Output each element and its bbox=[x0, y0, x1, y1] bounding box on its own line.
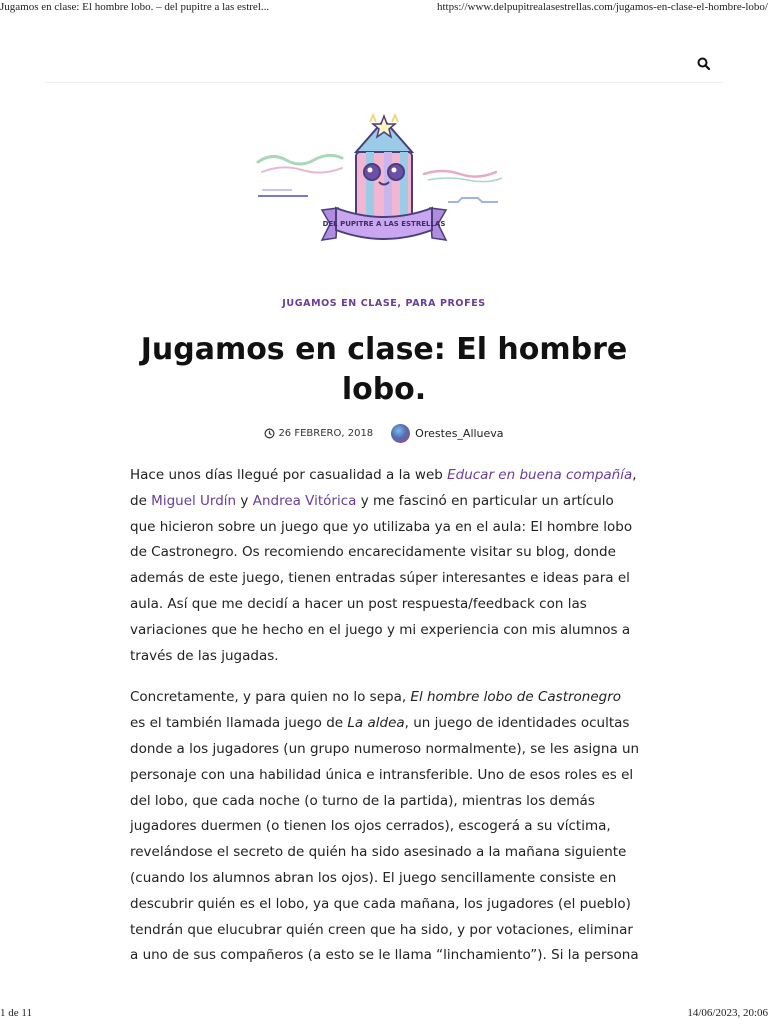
search-button[interactable] bbox=[695, 55, 713, 73]
link-educar-text: Educar en buena compañía bbox=[447, 467, 633, 483]
pencil-mascot-logo bbox=[252, 112, 516, 252]
link-educar-en-buena-compania[interactable] bbox=[447, 467, 632, 483]
p2-text-2: es el también llamada juego de bbox=[130, 715, 348, 732]
post-date-text: 26 FEBRERO, 2018 bbox=[278, 428, 374, 439]
p2-text-1: Concretamente, y para quien no lo sepa, bbox=[130, 689, 411, 706]
paragraph-1 bbox=[130, 463, 640, 669]
print-footer-datetime: 14/06/2023, 20:06 bbox=[687, 1007, 768, 1019]
print-header-title: Jugamos en clase: El hombre lobo. – del pupitre a las estrel... bbox=[0, 1, 270, 13]
p2-emphasis-2: La aldea bbox=[347, 715, 405, 732]
category-separator: , bbox=[397, 298, 406, 309]
avatar bbox=[391, 424, 410, 443]
print-footer-page: 1 de 11 bbox=[0, 1007, 32, 1019]
link-miguel-urdin[interactable]: Miguel Urdín bbox=[151, 492, 237, 509]
p1-text-1: Hace unos días llegué por casualidad a la web bbox=[130, 467, 448, 483]
p2-emphasis-1: El hombre lobo de Castronegro bbox=[410, 689, 622, 706]
clock-icon bbox=[264, 428, 275, 439]
p1-text-3: y bbox=[236, 492, 253, 509]
logo-ribbon-text: DEL PUPITRE A LAS ESTRELLAS bbox=[322, 220, 446, 228]
post-categories bbox=[0, 298, 768, 309]
post-author[interactable] bbox=[391, 424, 503, 443]
site-topbar bbox=[45, 50, 723, 83]
print-header bbox=[0, 0, 768, 18]
site-logo[interactable] bbox=[252, 112, 516, 252]
paragraph-2 bbox=[130, 685, 640, 969]
p1-text-4: y me fascinó en particular un artículo que hicieron sobre un juego que yo utilizaba ya en el aula: El hombre lobo de Castronegro. Os recomiendo encarecidamente visitar su blog, donde además de este juego, tienen entradas súper interesantes e ideas para el aula. Así que me decidí a hacer un post respuesta/feedback con las variaciones que he hecho en el juego y mi experiencia con mis alumnos a través de las jugadas. bbox=[130, 492, 633, 664]
category-link-jugamos-en-clase[interactable]: JUGAMOS EN CLASE bbox=[282, 298, 398, 309]
post-date bbox=[264, 428, 373, 439]
post-content bbox=[130, 463, 640, 985]
p2-text-3: , un juego de identidades ocultas donde a los jugadores (un grupo numeroso normalmente), se les asigna un personaje con una habilidad única e intransferible. Uno de esos roles es el del lobo, que cada noche (o turno de la partida), mientras los demás jugadores duermen (o tienen los ojos cerrados), escogerá a su víctima, revelándose el secreto de quién ha sido asesinado a la mañana siguiente (cuando los alumnos abran los ojos). El juego sencillamente consiste en descubrir quién es el lobo, ya que cada mañana, los jugadores (el pueblo) tendrán que elucubrar quién creen que ha sido, y por votaciones, eliminar a uno de sus compañeros (a esto se le llama “linchamiento”). Si la persona bbox=[130, 715, 640, 964]
print-footer bbox=[0, 1004, 768, 1024]
link-andrea-vitorica[interactable]: Andrea Vitórica bbox=[252, 492, 357, 509]
print-header-url: https://www.delpupitrealasestrellas.com/jugamos-en-clase-el-hombre-lobo/ bbox=[436, 1, 768, 13]
p1-text-2: , de bbox=[130, 467, 637, 509]
search-icon bbox=[695, 55, 713, 73]
author-name[interactable]: Orestes_Allueva bbox=[415, 427, 504, 440]
post-meta bbox=[0, 424, 768, 443]
post-title: Jugamos en clase: El hombre lobo. bbox=[140, 332, 628, 407]
category-link-para-profes[interactable]: PARA PROFES bbox=[405, 298, 486, 309]
